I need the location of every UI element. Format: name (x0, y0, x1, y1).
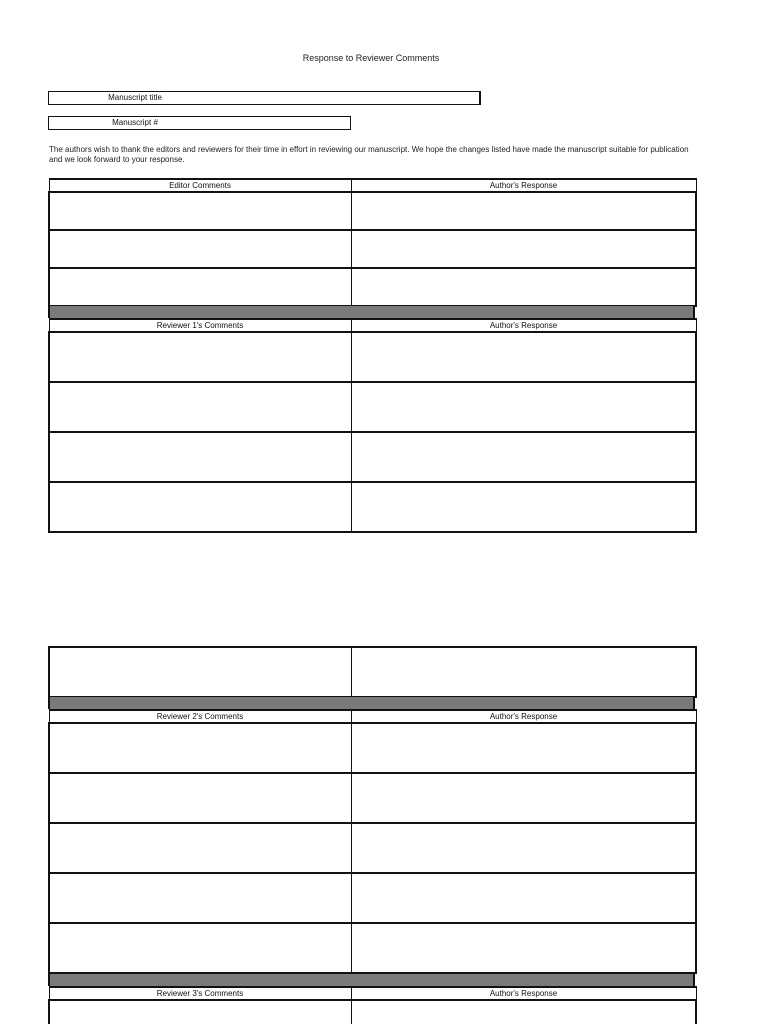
reviewer-comment-cell[interactable] (49, 647, 351, 697)
author-response-cell[interactable] (351, 382, 696, 432)
reviewer2-comments-table (48, 709, 697, 974)
manuscript-number-field[interactable] (221, 116, 351, 130)
author-response-cell[interactable] (351, 823, 696, 873)
editor-comment-cell[interactable] (49, 230, 351, 268)
reviewer-comment-cell[interactable] (49, 432, 351, 482)
reviewer1-comments-header: Reviewer 1's Comments (49, 319, 351, 332)
reviewer1-comments-table (48, 318, 697, 533)
author-response-cell[interactable] (351, 432, 696, 482)
author-response-cell[interactable] (351, 268, 696, 306)
reviewer-comment-cell[interactable] (49, 823, 351, 873)
manuscript-number-label: Manuscript # (48, 116, 222, 130)
reviewer-comment-cell[interactable] (49, 332, 351, 382)
manuscript-title-label: Manuscript title (48, 91, 222, 105)
author-response-cell[interactable] (351, 192, 696, 230)
manuscript-title-field[interactable] (221, 91, 481, 105)
document-title: Response to Reviewer Comments (302, 53, 440, 63)
editor-comments-header: Editor Comments (49, 179, 351, 192)
reviewer-comment-cell[interactable] (49, 723, 351, 773)
reviewer3-response-header: Author's Response (351, 987, 696, 1000)
author-response-cell[interactable] (351, 773, 696, 823)
author-response-cell[interactable] (351, 332, 696, 382)
section-divider (48, 306, 695, 318)
section-divider (48, 697, 695, 709)
editor-comments-table (48, 178, 697, 307)
intro-paragraph: The authors wish to thank the editors and reviewers for their time in effort in reviewing our manuscript. We hope the changes listed have made the manuscript suitable for publication and we look forward to your response. (49, 145, 689, 164)
reviewer-comment-cell[interactable] (49, 923, 351, 973)
section-divider (48, 974, 695, 986)
editor-response-header: Author's Response (351, 179, 696, 192)
editor-comment-cell[interactable] (49, 268, 351, 306)
reviewer3-comments-header: Reviewer 3's Comments (49, 987, 351, 1000)
reviewer-comment-cell[interactable] (49, 773, 351, 823)
author-response-cell[interactable] (351, 923, 696, 973)
reviewer-comment-cell[interactable] (49, 873, 351, 923)
author-response-cell[interactable] (351, 230, 696, 268)
reviewer-comment-cell[interactable] (49, 482, 351, 532)
author-response-cell[interactable] (351, 482, 696, 532)
editor-comment-cell[interactable] (49, 192, 351, 230)
reviewer-comment-cell[interactable] (49, 1000, 351, 1024)
author-response-cell[interactable] (351, 1000, 696, 1024)
reviewer2-comments-header: Reviewer 2's Comments (49, 710, 351, 723)
author-response-cell[interactable] (351, 723, 696, 773)
reviewer2-response-header: Author's Response (351, 710, 696, 723)
reviewer-comment-cell[interactable] (49, 382, 351, 432)
reviewer3-comments-table (48, 986, 697, 1024)
author-response-cell[interactable] (351, 873, 696, 923)
reviewer1-continuation-table (48, 646, 697, 698)
author-response-cell[interactable] (351, 647, 696, 697)
reviewer1-response-header: Author's Response (351, 319, 696, 332)
